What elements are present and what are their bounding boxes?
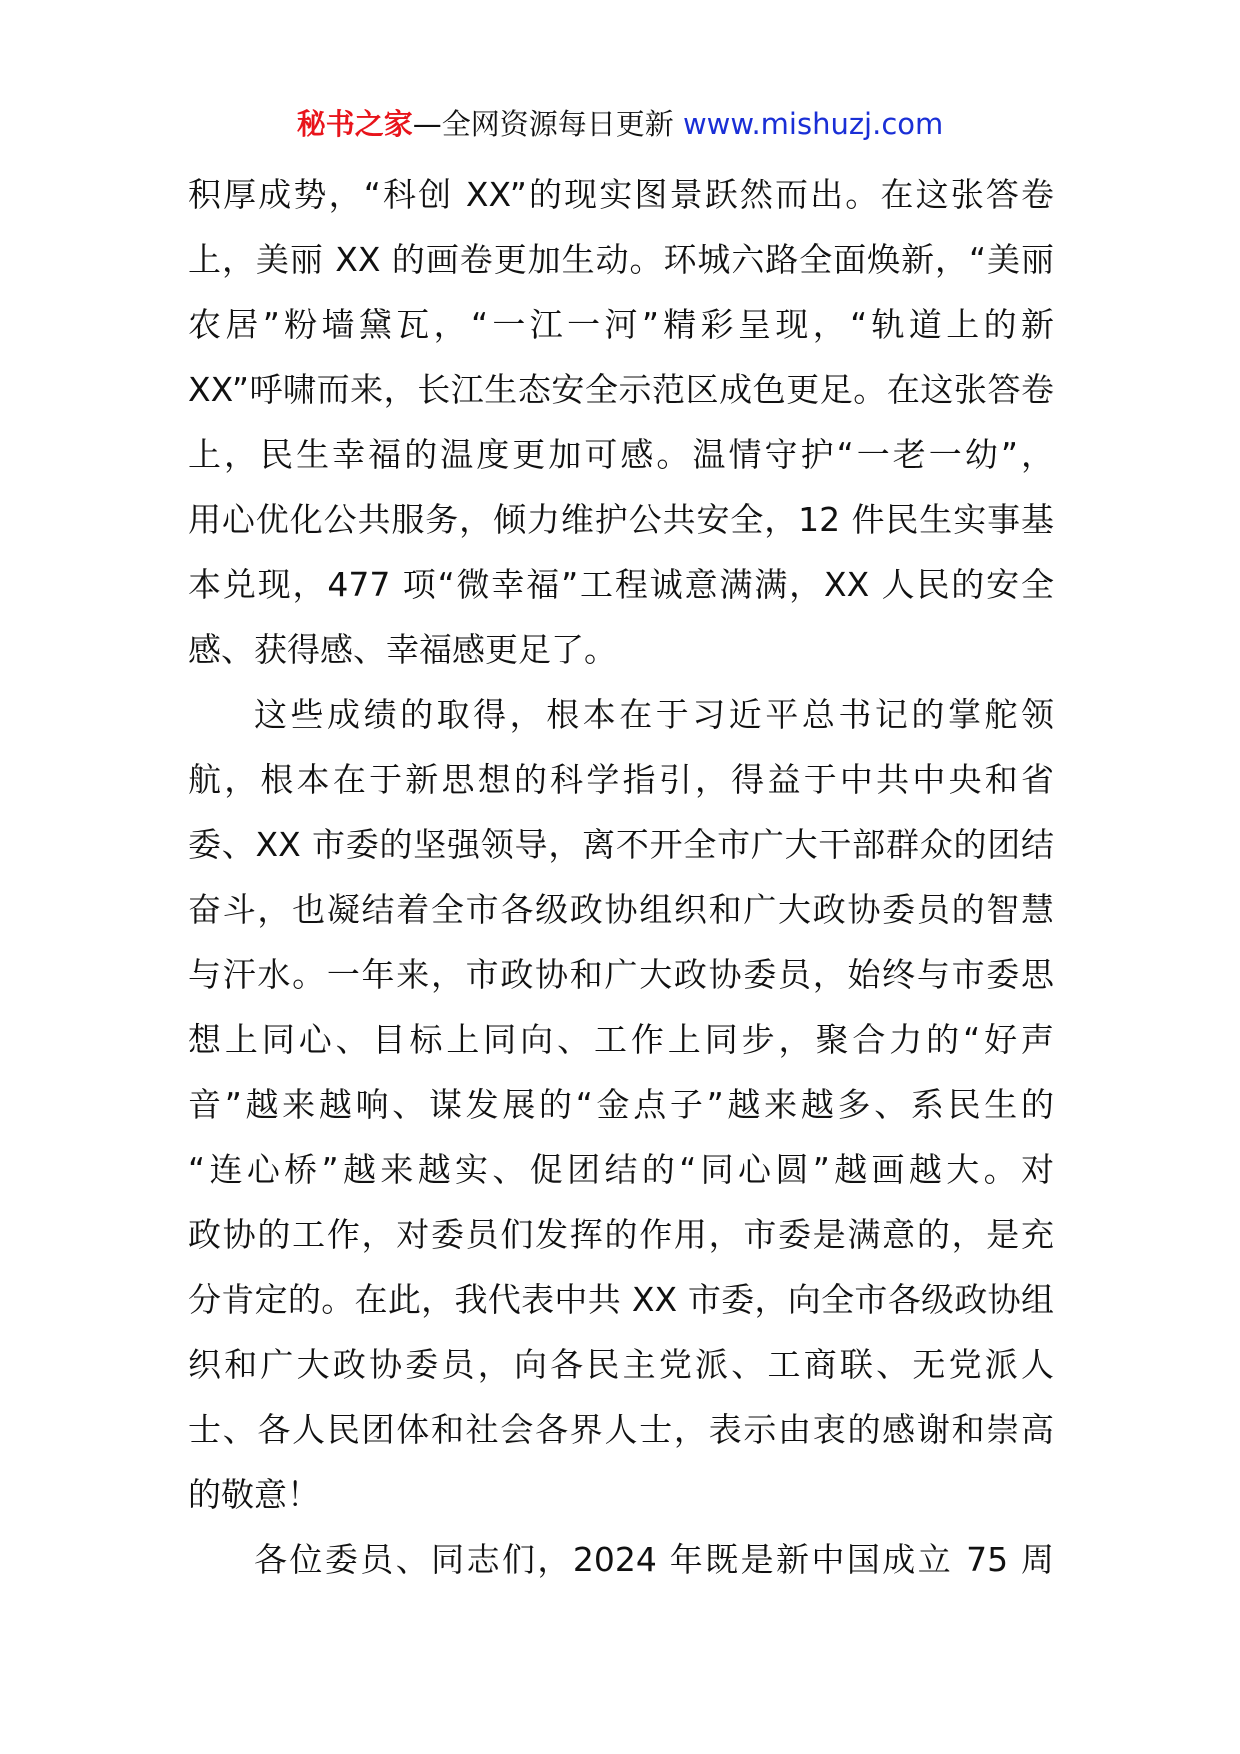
text-line: 农居”粉墙黛瓦，“一江一河”精彩呈现，“轨道上的新 — [188, 305, 1054, 344]
document-body — [188, 162, 1054, 1592]
text-line: 士、各人民团体和社会各界人士，表示由衷的感谢和崇高 — [188, 1410, 1054, 1449]
paragraph-first-line: 各位委员、同志们，2024 年既是新中国成立 75 周 — [254, 1540, 1054, 1579]
text-line: 织和广大政协委员，向各民主党派、工商联、无党派人 — [188, 1345, 1054, 1384]
text-line: 分肯定的。在此，我代表中共 XX 市委，向全市各级政协组 — [188, 1280, 1054, 1319]
text-line: 音”越来越响、谋发展的“金点子”越来越多、系民生的 — [188, 1085, 1054, 1124]
brand-name: 秘书之家 — [296, 107, 413, 141]
text-line: 上，民生幸福的温度更加可感。温情守护“一老一幼”， — [188, 435, 1054, 474]
text-line: 奋斗，也凝结着全市各级政协组织和广大政协委员的智慧 — [188, 890, 1054, 929]
paragraph-end-line: 的敬意！ — [188, 1475, 320, 1514]
text-line: 与汗水。一年来，市政协和广大政协委员，始终与市委思 — [188, 955, 1054, 994]
text-line: 积厚成势，“科创 XX”的现实图景跃然而出。在这张答卷 — [188, 175, 1054, 214]
paragraph-end-line: 感、获得感、幸福感更足了。 — [188, 630, 617, 669]
site-url-link[interactable]: www.mishuzj.com — [682, 107, 944, 141]
text-line: “连心桥”越来越实、促团结的“同心圆”越画越大。对 — [188, 1150, 1054, 1189]
text-line: 本兑现，477 项“微幸福”工程诚意满满，XX 人民的安全 — [188, 565, 1054, 604]
site-header — [0, 102, 1240, 146]
text-line: 用心优化公共服务，倾力维护公共安全，12 件民生实事基 — [188, 500, 1054, 539]
text-line: XX”呼啸而来，长江生态安全示范区成色更足。在这张答卷 — [188, 370, 1054, 409]
paragraph-first-line: 这些成绩的取得，根本在于习近平总书记的掌舵领 — [254, 695, 1054, 734]
site-slogan: —全网资源每日更新 — [412, 107, 674, 141]
text-line: 上，美丽 XX 的画卷更加生动。环城六路全面焕新，“美丽 — [188, 240, 1054, 279]
text-line: 想上同心、目标上同向、工作上同步，聚合力的“好声 — [188, 1020, 1054, 1059]
text-line: 航，根本在于新思想的科学指引，得益于中共中央和省 — [188, 760, 1054, 799]
text-line: 委、XX 市委的坚强领导，离不开全市广大干部群众的团结 — [188, 825, 1054, 864]
text-line: 政协的工作，对委员们发挥的作用，市委是满意的，是充 — [188, 1215, 1054, 1254]
